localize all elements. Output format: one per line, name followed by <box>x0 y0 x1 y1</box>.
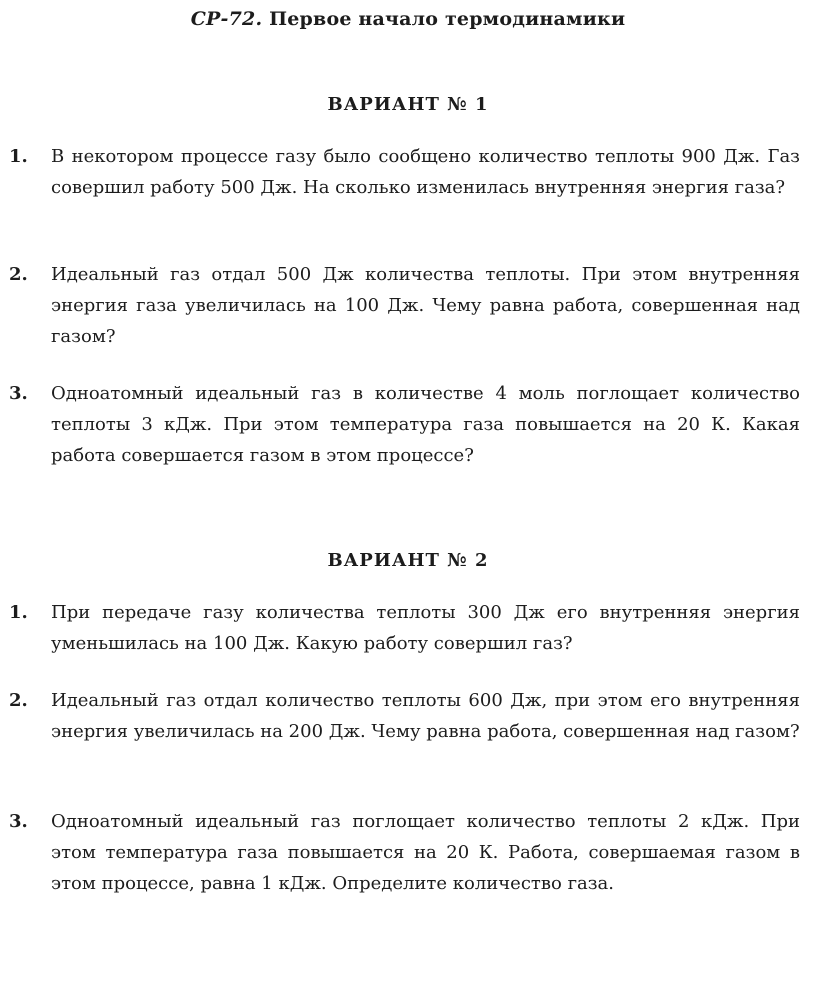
problem-text: При передаче газу количества теплоты 300 Дж его внутренняя энергия уменьшилась на 100 Дж. Какую работу совершил газ? <box>51 602 800 654</box>
variant-2-heading: ВАРИАНТ № 2 <box>327 550 489 571</box>
problem-number: 1. <box>9 146 28 167</box>
worksheet-title: Первое начало термодинамики <box>269 8 626 30</box>
problem-text: Одноатомный идеальный газ поглощает количество теплоты 2 кДж. При этом температура газа повышается на 20 К. Работа, совершаемая газом в этом процессе, равна 1 кДж. Определите количество газа. <box>51 811 800 894</box>
problem-number: 1. <box>9 602 28 623</box>
problem-number: 3. <box>9 383 28 404</box>
problem-text: Одноатомный идеальный газ в количестве 4 моль поглощает количество теплоты 3 кДж. При этом температура газа повышается на 20 К. Какая работа совершается газом в этом процессе? <box>51 383 800 466</box>
problem-number: 3. <box>9 811 28 832</box>
worksheet-code: СР-72. <box>190 8 263 30</box>
variant-1-heading: ВАРИАНТ № 1 <box>327 94 489 115</box>
problem-text: Идеальный газ отдал 500 Дж количества теплоты. При этом внутренняя энергия газа увеличилась на 100 Дж. Чему равна работа, совершенная над газом? <box>51 264 800 347</box>
document-title <box>0 8 816 30</box>
problem-number: 2. <box>9 264 28 285</box>
problem-text: Идеальный газ отдал количество теплоты 600 Дж, при этом его внутренняя энергия увеличилась на 200 Дж. Чему равна работа, совершенная над газом? <box>51 690 800 742</box>
problem-text: В некотором процессе газу было сообщено количество теплоты 900 Дж. Газ совершил работу 500 Дж. На сколько изменилась внутренняя энергия газа? <box>51 146 800 198</box>
problem-number: 2. <box>9 690 28 711</box>
